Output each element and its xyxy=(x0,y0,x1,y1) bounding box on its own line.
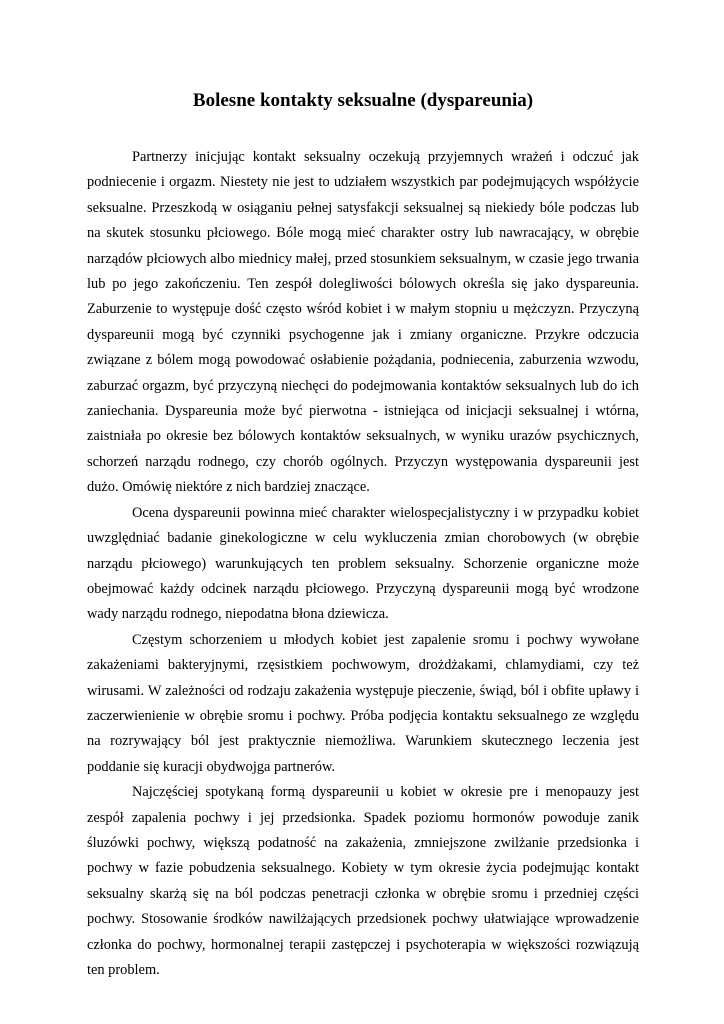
paragraph-assessment: Ocena dyspareunii powinna mieć charakter wielospecjalistyczny i w przypadku kobiet uwzględniać badanie ginekologiczne w celu wykluczenia zmian chorobowych (w obrębie narządu płciowego) warunkujących ten problem seksualny. Schorzenie organiczne może obejmować każdy odcinek narządu płciowego. Przyczyną dyspareunii mogą być wrodzone wady narządu rodnego, niepodatna błona dziewicza. xyxy=(87,504,639,623)
document-body xyxy=(87,145,639,983)
document-page xyxy=(87,0,639,1024)
paragraph-menopause: Najczęściej spotykaną formą dyspareunii u kobiet w okresie pre i menopauzy jest zespół zapalenia pochwy i jej przedsionka. Spadek poziomu hormonów powoduje zanik śluzówki pochwy, większą podatność na zakażenia, zmniejszone zwilżanie przedsionka i pochwy w fazie pobudzenia seksualnego. Kobiety w tym okresie życia podejmując kontakt seksualny skarżą się na ból podczas penetracji członka w obrębie sromu i przedniej części pochwy. Stosowanie środków nawilżających przedsionek pochwy ułatwiające wprowadzenie członka do pochwy, hormonalnej terapii zastępczej i psychoterapia w większości rozwiązują ten problem. xyxy=(87,784,639,978)
paragraph-infections: Częstym schorzeniem u młodych kobiet jest zapalenie sromu i pochwy wywołane zakażeniami bakteryjnymi, rzęsistkiem pochwowym, drożdżakami, chlamydiami, czy też wirusami. W zależności od rodzaju zakażenia występuje pieczenie, świąd, ból i obfite upławy i zaczerwienienie w obrębie sromu i pochwy. Próba podjęcia kontaktu seksualnego ze względu na rozrywający ból jest praktycznie niemożliwa. Warunkiem skutecznego leczenia jest poddanie się kuracji obydwojga partnerów. xyxy=(87,631,639,775)
paragraph-intro: Partnerzy inicjując kontakt seksualny oczekują przyjemnych wrażeń i odczuć jak podniecenie i orgazm. Niestety nie jest to udziałem wszystkich par podejmujących współżycie seksualne. Przeszkodą w osiąganiu pełnej satysfakcji seksualnej są niekiedy bóle podczas lub na skutek stosunku płciowego. Bóle mogą mieć charakter ostry lub nawracający, w obrębie narządów płciowych albo miednicy małej, przed stosunkiem seksualnym, w czasie jego trwania lub po jego zakończeniu. Ten zespół dolegliwości bólowych określa się jako dyspareunia. Zaburzenie to występuje dość często wśród kobiet i w małym stopniu u mężczyzn. Przyczyną dyspareunii mogą być czynniki psychogenne jak i zmiany organiczne. Przykre odczucia związane z bólem mogą powodować osłabienie pożądania, podniecenia, zaburzenia wzwodu, zaburzać orgazm, być przyczyną niechęci do podejmowania kontaktów seksualnych lub do ich zaniechania. Dyspareunia może być pierwotna - istniejąca od inicjacji seksualnej i wtórna, zaistniała po okresie bez bólowych kontaktów seksualnych, w wyniku urazów psychicznych, schorzeń narządu rodnego, czy chorób ogólnych. Przyczyn występowania dyspareunii jest dużo. Omówię niektóre z nich bardziej znaczące. xyxy=(87,149,639,496)
document-title: Bolesne kontakty seksualne (dyspareunia) xyxy=(192,90,534,111)
